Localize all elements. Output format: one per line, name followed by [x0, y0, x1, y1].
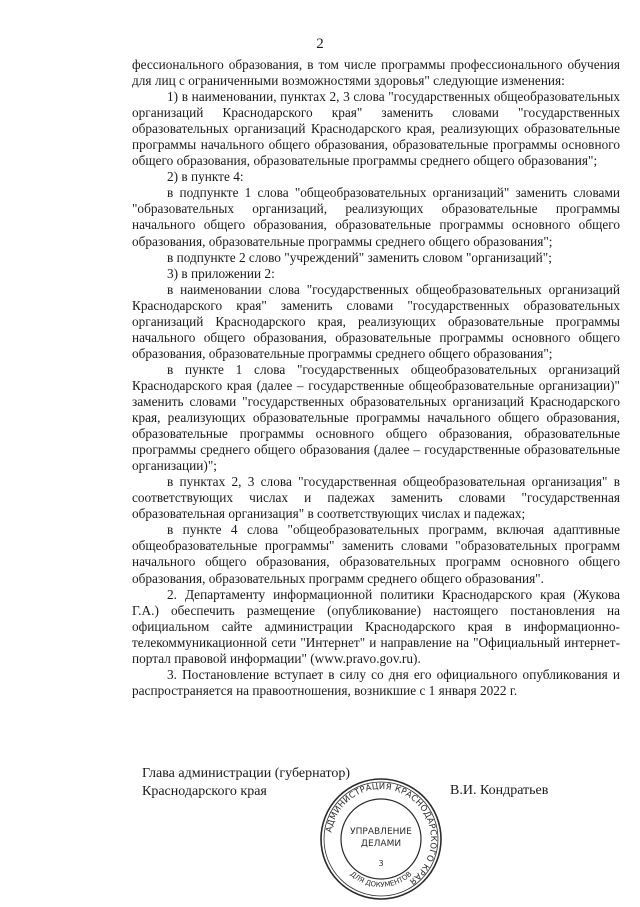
signatory-title-line: Глава администрации (губернатор): [142, 766, 351, 781]
stamp-center-line: ДЕЛАМИ: [360, 839, 402, 849]
stamp-ring-text: АДМИНИСТРАЦИЯ КРАСНОДАРСКОГО КРАЯ: [323, 780, 440, 888]
paragraph: в пункте 4 слова "общеобразовательных программ, включая адаптивные общеобразовательные программы" заменить словами "образовательных программ начального общего образования, образовательных программ основного общего образования, образовательных программ среднего общего образования".: [132, 522, 620, 586]
signatory-name: В.И. Кондратьев: [450, 783, 549, 798]
stamp-number: 3: [378, 859, 384, 868]
signatory-title-line: Краснодарского края: [142, 784, 267, 799]
paragraph: фессионального образования, в том числе программы профессионального обучения для лиц с ограниченными возможностями здоровья" следующие изменения:: [132, 57, 620, 89]
stamp-bottom-text: ДЛЯ ДОКУМЕНТОВ: [348, 870, 414, 890]
document-body: [132, 57, 620, 699]
paragraph: 2. Департаменту информационной политики Краснодарского края (Жукова Г.А.) обеспечить размещение (опубликование) настоящего постановления на официальном сайте администрации Краснодарского края в информационно-телекоммуникационной сети "Интернет" и направление на "Официальный интернет-портал правовой информации" (www.pravo.gov.ru).: [132, 586, 620, 666]
paragraph: 1) в наименовании, пунктах 2, 3 слова "государственных общеобразовательных организаций Краснодарского края" заменить словами "государственных образовательных организаций Краснодарского края, реализующих образовательные программы начального общего образования, образовательные программы основного общего образования, образовательные программы среднего общего образования";: [132, 89, 620, 169]
paragraph: в пункте 1 слова "государственных общеобразовательных организаций Краснодарского края (далее – государственные общеобразовательные организации)" заменить словами "государственных образовательных организаций Краснодарского края, реализующих образовательные программы начального общего образования, образовательные программы основного общего образования, образовательные программы среднего общего образования (далее – государственные образовательные организации)";: [132, 361, 620, 474]
paragraph: 3) в приложении 2:: [167, 265, 275, 281]
official-stamp: [318, 776, 444, 902]
paragraph: 2) в пункте 4:: [167, 169, 244, 185]
page-number: 2: [316, 36, 324, 52]
stamp-center-line: УПРАВЛЕНИЕ: [350, 827, 412, 837]
paragraph: в подпункте 1 слова "общеобразовательных организаций" заменить словами "образовательных организаций, реализующих образовательные программы начального общего образования, образовательные программы основного общего образования, образовательные программы среднего общего образования";: [132, 185, 620, 249]
paragraph: в наименовании слова "государственных общеобразовательных организаций Краснодарского края" заменить словами "государственных образовательных организаций Краснодарского края, реализующих образовательные программы начального общего образования, образовательные программы основного общего образования, образовательные программы среднего общего образования";: [132, 281, 620, 361]
stamp-seal: [318, 776, 444, 902]
paragraph: в пунктах 2, 3 слова "государственная общеобразовательная организация" в соответствующих числах и падежах заменить словами "государственная образовательная организация" в соответствующих числах и падежах;: [132, 474, 620, 522]
paragraph: в подпункте 2 слово "учреждений" заменить словом "организаций";: [167, 249, 552, 265]
paragraph: 3. Постановление вступает в силу со дня его официального опубликования и распространяется на правоотношения, возникшие с 1 января 2022 г.: [132, 666, 620, 698]
